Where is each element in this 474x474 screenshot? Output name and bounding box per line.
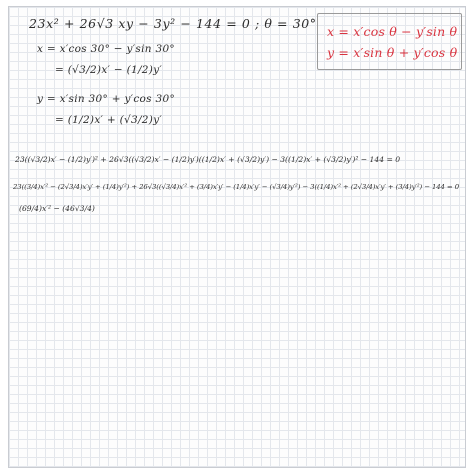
y-substitution-line-1: y = x′sin 30° + y′cos 30° bbox=[37, 93, 175, 105]
rotation-formula-y: y = x′sin θ + y′cos θ bbox=[327, 45, 458, 60]
substitution-line-3: (69/4)x′² − (46√3/4) bbox=[19, 204, 95, 213]
rotation-formula-x: x = x′cos θ − y′sin θ bbox=[327, 24, 458, 39]
y-substitution-line-2: = (1/2)x′ + (√3/2)y′ bbox=[55, 114, 163, 126]
notes-page bbox=[8, 6, 466, 468]
original-equation: 23x² + 26√3 xy − 3y² − 144 = 0 ; θ = 30° bbox=[29, 16, 317, 31]
x-substitution-line-1: x = x′cos 30° − y′sin 30° bbox=[37, 43, 175, 55]
substitution-line-2: 23((3/4)x′² − (2√3/4)x′y′ + (1/4)y′²) + 26√3((√3/4)x′² + (3/4)x′y′ − (1/4)x′y′ − (√3/4)y′²) − 3((1/4)x′² + (2√3/4)x′y′ + (3/4)y′²) − 144 = 0 bbox=[13, 183, 459, 191]
rotation-formulas-box bbox=[317, 13, 462, 70]
substitution-line-1: 23((√3/2)x′ − (1/2)y′)² + 26√3((√3/2)x′ − (1/2)y′)((1/2)x′ + (√3/2)y′) − 3((1/2)x′ + (√3/2)y′)² − 144 = 0 bbox=[15, 155, 401, 164]
x-substitution-line-2: = (√3/2)x′ − (1/2)y′ bbox=[55, 64, 163, 76]
